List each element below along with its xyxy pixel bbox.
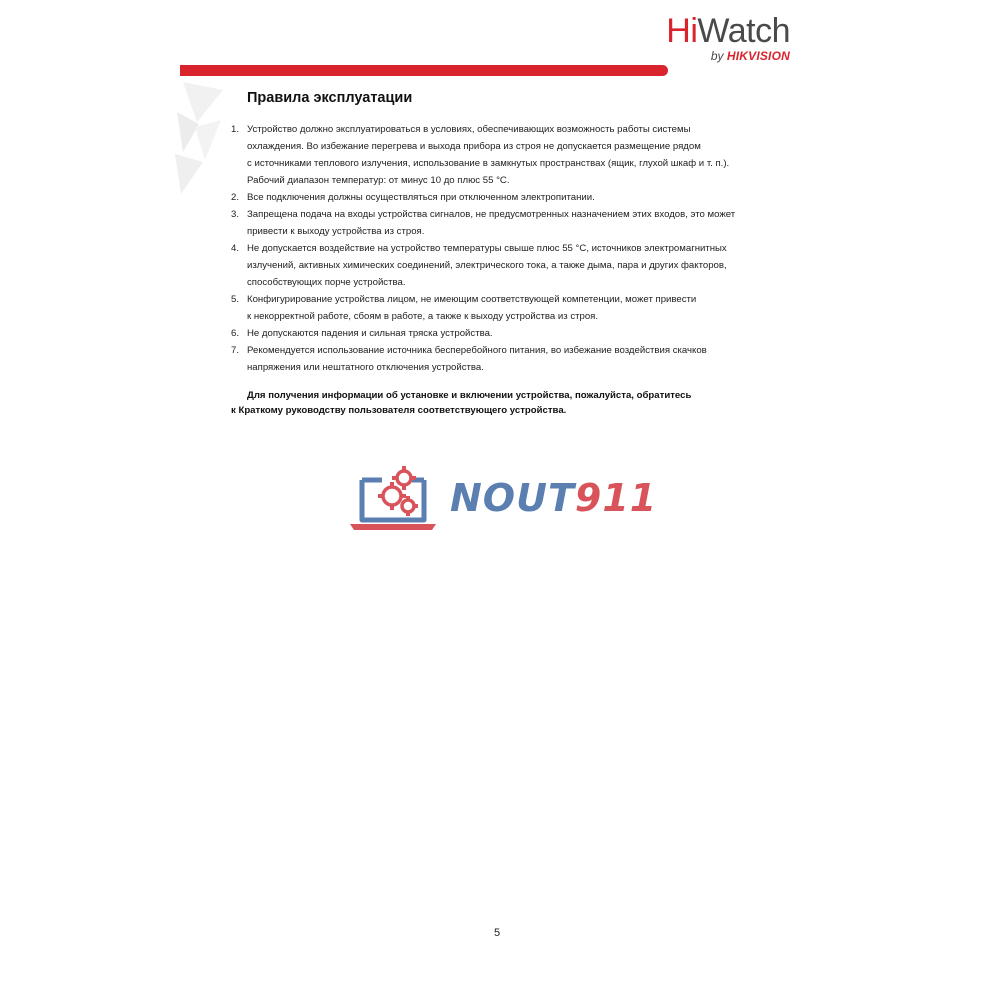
logo-hikvision: HIKVISION [726, 49, 790, 63]
rule-number: 4. [231, 243, 240, 254]
laptop-gears-icon [348, 462, 448, 534]
rule-text-line: Конфигурирование устройства лицом, не имеющим соответствующей компетенции, может привести [247, 294, 697, 305]
rule-text-line: Рекомендуется использование источника бесперебойного питания, во избежание воздействия скачков [247, 345, 707, 356]
rule-text-line: способствующих порче устройства. [247, 277, 406, 288]
rule-item [231, 325, 761, 342]
rule-text-line: Устройство должно эксплуатироваться в условиях, обеспечивающих возможность работы системы [247, 124, 691, 135]
rule-text-line: Не допускаются падения и сильная тряска устройства. [247, 328, 493, 339]
rule-number: 5. [231, 294, 240, 305]
rule-text-line: с источниками теплового излучения, использование в замкнутых пространствах (ящик, глухой шкаф и т. п.). [247, 158, 730, 169]
nout911-watermark [348, 462, 658, 534]
decorative-shape-icon [175, 82, 225, 197]
logo-by: by [710, 49, 727, 63]
note-line-2: к Краткому руководству пользователя соответствующего устройства. [231, 405, 567, 416]
installation-note [231, 388, 771, 418]
rule-number: 2. [231, 192, 240, 203]
rule-number: 6. [231, 328, 240, 339]
rule-item [231, 342, 761, 376]
rule-number: 1. [231, 124, 240, 135]
page-title: Правила эксплуатации [247, 90, 413, 106]
logo-hi: Hi [666, 12, 698, 50]
watermark-text [450, 478, 657, 518]
rule-text-line: Запрещена подача на входы устройства сигналов, не предусмотренных назначением этих входов, это может [247, 209, 736, 220]
rule-text-line: Все подключения должны осуществляться при отключенном электропитании. [247, 192, 595, 203]
rule-text-line: Не допускается воздействие на устройство температуры свыше плюс 55 °C, источников электромагнитных [247, 243, 727, 254]
page-number: 5 [494, 927, 501, 939]
by-hikvision-wordmark [666, 49, 790, 63]
rule-number: 3. [231, 209, 240, 220]
watermark-911: 911 [574, 476, 658, 520]
rule-item [231, 291, 761, 325]
rules-list [231, 121, 761, 376]
rule-text-line: излучений, активных химических соединений, электрического тока, а также дыма, пара и других факторов, [247, 260, 727, 271]
rule-number: 7. [231, 345, 240, 356]
hiwatch-wordmark [666, 14, 790, 48]
rule-item [231, 240, 761, 291]
rule-item [231, 121, 761, 189]
rule-text-line: к некорректной работе, сбоям в работе, а также к выходу устройства из строя. [247, 311, 599, 322]
rule-item [231, 206, 761, 240]
rule-text-line: охлаждения. Во избежание перегрева и выхода прибора из строя не допускается размещение рядом [247, 141, 701, 152]
watermark-nout: NOUT [450, 476, 575, 520]
header-red-bar [180, 65, 668, 76]
note-line-1: Для получения информации об установке и включении устройства, пожалуйста, обратитесь [247, 390, 692, 401]
rule-item [231, 189, 761, 206]
rule-text-line: привести к выходу устройства из строя. [247, 226, 425, 237]
logo-watch: Watch [697, 12, 790, 50]
rule-text-line: Рабочий диапазон температур: от минус 10 до плюс 55 °C. [247, 175, 510, 186]
rule-text-line: напряжения или нештатного отключения устройства. [247, 362, 484, 373]
hiwatch-logo [666, 14, 790, 63]
